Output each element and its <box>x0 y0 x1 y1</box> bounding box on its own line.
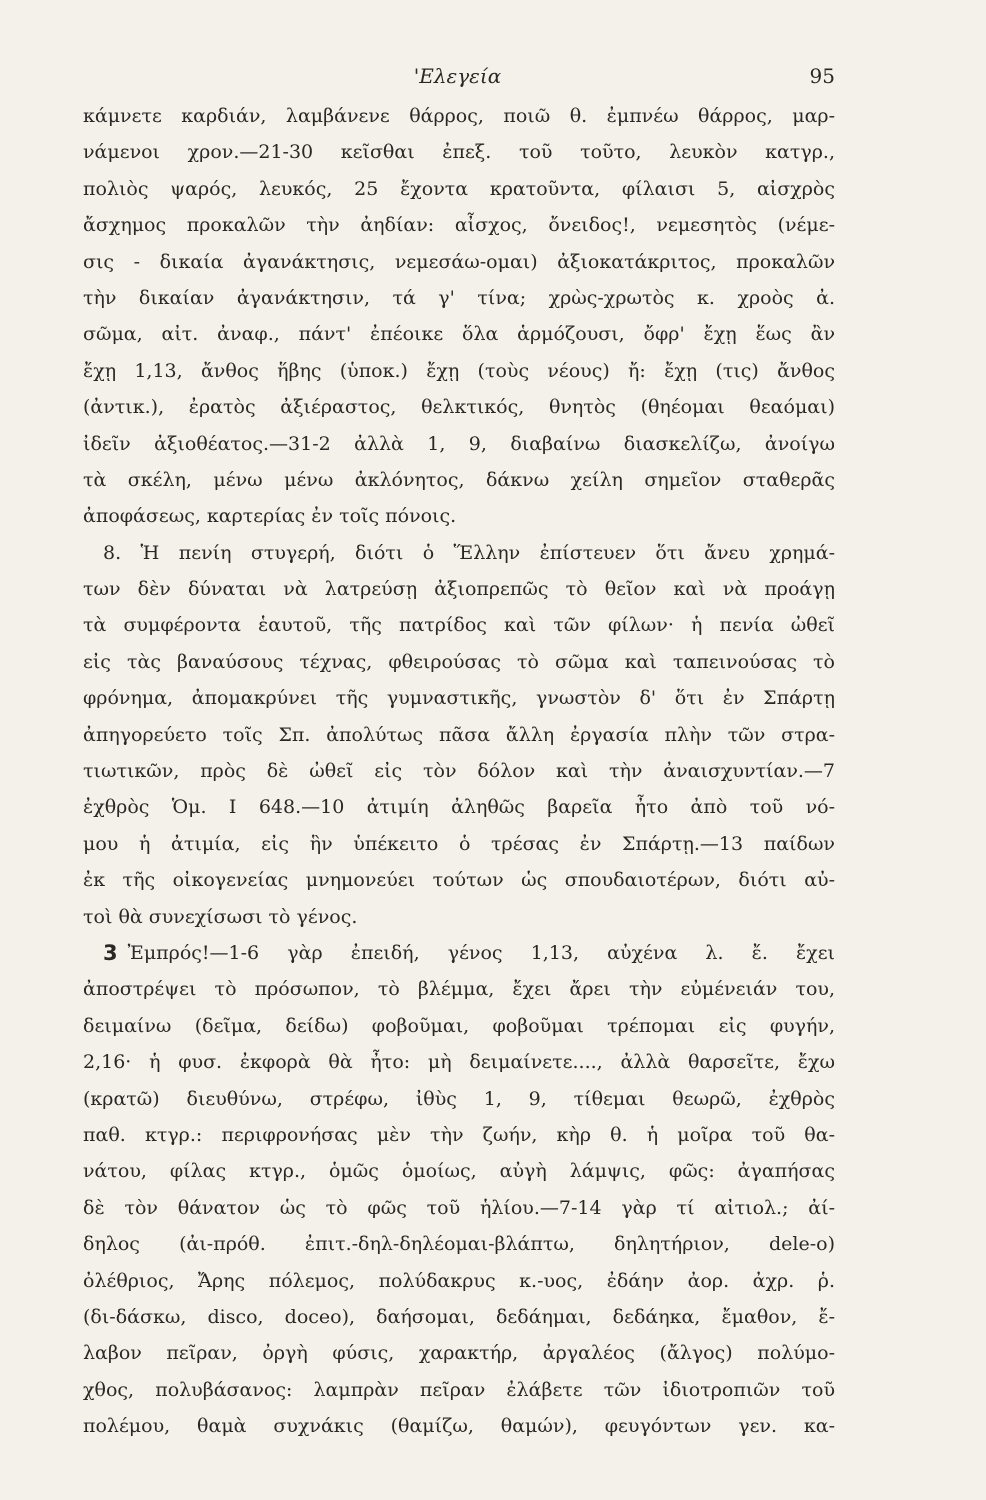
text-line: ἔχῃ 1,13, ἄνθος ἥβης (ὑποκ.) ἔχῃ (τοὺς νέους) ἤ: ἔχῃ (τις) ἄνθος <box>83 359 835 382</box>
text-line: νάμενοι χρον.—21-30 κεῖσθαι ἐπεξ. τοῦ τοῦτο, λευκὸν κατγρ., <box>83 141 835 164</box>
text-line: ἐχθρὸς Ὁμ. Ι 648.—10 ἀτιμίη ἀληθῶς βαρεῖα ἦτο ἀπὸ τοῦ νό- <box>83 796 835 819</box>
text-line: λαβον πεῖραν, ὀργὴ φύσις, χαρακτήρ, ἀργαλέος (ἄλγος) πολύμο- <box>83 1342 835 1365</box>
text-line: ἄσχημος προκαλῶν τὴν ἀηδίαν: αἶσχος, ὄνειδος!, νεμεσητὸς (νέμε- <box>83 214 835 237</box>
text-line: ἐκ τῆς οἰκογενείας μνημονεύει τούτων ὡς σπουδαιοτέρων, διότι αὐ- <box>83 869 835 892</box>
text-line: δειμαίνω (δεῖμα, δείδω) φοβοῦμαι, φοβοῦμαι τρέπομαι εἰς φυγήν, <box>83 1014 835 1037</box>
text-line: ἀποστρέψει τὸ πρόσωπον, τὸ βλέμμα, ἔχει ἄρει τὴν εὐμένειάν του, <box>83 978 835 1001</box>
text-line: ἰδεῖν ἀξιοθέατος.—31-2 ἀλλὰ 1, 9, διαβαίνω διασκελίζω, ἀνοίγω <box>83 432 835 455</box>
text-line: ἀποφάσεως, καρτερίας ἐν τοῖς πόνοις. <box>83 505 457 528</box>
text-line: μου ἡ ἀτιμία, εἰς ἣν ὑπέκειτο ὁ τρέσας ἐν Σπάρτῃ.—13 παίδων <box>83 832 835 855</box>
section-start-line <box>83 935 835 971</box>
page-number: 95 <box>809 64 835 88</box>
text-line: (δι-δάσκω, disco, doceo), δαήσομαι, δεδάημαι, δεδάηκα, ἔμαθον, ἔ- <box>83 1305 835 1328</box>
text-line: τὴν δικαίαν ἀγανάκτησιν, τά γ' τίνα; χρὼς-χρωτὸς κ. χροὸς ἀ. <box>83 286 835 309</box>
text-line: πολιὸς ψαρός, λευκός, 25 ἔχοντα κρατοῦντα, φίλαισι 5, αἰσχρὸς <box>83 177 835 200</box>
text-line: τὰ σκέλη, μένω μένω ἀκλόνητος, δάκνω χείλη σημεῖον σταθερᾶς <box>83 468 835 491</box>
text-line: Ἐμπρός!—1-6 γὰρ ἐπειδή, γένος 1,13, αὐχένα λ. ἔ. ἔχει <box>127 941 835 964</box>
text-line: φρόνημα, ἀπομακρύνει τῆς γυμναστικῆς, γνωστὸν δ' ὅτι ἐν Σπάρτῃ <box>83 687 835 710</box>
text-line: (κρατῶ) διευθύνω, στρέφω, ἰθὺς 1, 9, τίθεμαι θεωρῶ, ἐχθρὸς <box>83 1087 835 1110</box>
text-line: σῶμα, αἰτ. ἀναφ., πάντ' ἐπέοικε ὅλα ἁρμόζουσι, ὄφρ' ἔχῃ ἕως ἂν <box>83 323 835 346</box>
text-line: δὲ τὸν θάνατον ὡς τὸ φῶς τοῦ ἡλίου.—7-14 γὰρ τί αἰτιολ.; ἀί- <box>83 1196 835 1219</box>
text-line: εἰς τὰς βαναύσους τέχνας, φθειρούσας τὸ σῶμα καὶ ταπεινούσας τὸ <box>83 650 835 673</box>
text-line: ὀλέθριος, Ἄρης πόλεμος, πολύδακρυς κ.-υος, ἐδάην ἀορ. ἀχρ. ῥ. <box>83 1269 835 1292</box>
text-line: παθ. κτγρ.: περιφρονήσας μὲν τὴν ζωήν, κὴρ θ. ἡ μοῖρα τοῦ θα- <box>83 1123 835 1146</box>
text-line: ἀπηγορεύετο τοῖς Σπ. ἀπολύτως πᾶσα ἄλλη ἐργασία πλὴν τῶν στρα- <box>83 723 835 746</box>
text-line: 2,16· ἡ φυσ. ἐκφορὰ θὰ ἦτο: μὴ δειμαίνετε...., ἀλλὰ θαρσεῖτε, ἔχω <box>83 1051 835 1074</box>
text-line: τὰ συμφέροντα ἑαυτοῦ, τῆς πατρίδος καὶ τῶν φίλων· ἡ πενία ὠθεῖ <box>83 614 835 637</box>
text-line: 8. Ἡ πενίη στυγερή, διότι ὁ Ἕλλην ἐπίστευεν ὅτι ἄνευ χρημά- <box>103 541 835 564</box>
section-number: 3 <box>103 940 118 965</box>
text-line: τοὶ θὰ συνεχίσωσι τὸ γένος. <box>83 905 358 928</box>
page-header <box>80 60 835 94</box>
text-line: των δὲν δύναται νὰ λατρεύσῃ ἀξιοπρεπῶς τὸ θεῖον καὶ νὰ προάγῃ <box>83 578 835 601</box>
running-title: 'Ελεγεία <box>413 64 502 88</box>
body-text <box>83 98 835 1444</box>
text-line: τιωτικῶν, πρὸς δὲ ὠθεῖ εἰς τὸν δόλον καὶ τὴν ἀναισχυντίαν.—7 <box>83 760 835 783</box>
text-line: πολέμου, θαμὰ συχνάκις (θαμίζω, θαμών), φευγόντων γεν. κα- <box>83 1415 835 1438</box>
text-line: χθος, πολυβάσανος: λαμπρὰν πεῖραν ἐλάβετε τῶν ἰδιοτροπιῶν τοῦ <box>83 1378 835 1401</box>
text-line: σις - δικαία ἀγανάκτησις, νεμεσάω-ομαι) ἀξιοκατάκριτος, προκαλῶν <box>83 250 835 273</box>
text-line: κάμνετε καρδιάν, λαμβάνενε θάρρος, ποιῶ θ. ἐμπνέω θάρρος, μαρ- <box>83 105 835 127</box>
text-line: δηλος (ἀι-πρόθ. ἐπιτ.-δηλ-δηλέομαι-βλάπτω, δηλητήριον, dele-o) <box>83 1233 835 1256</box>
text-line: νάτου, φίλας κτγρ., ὁμῶς ὁμοίως, αὐγὴ λάμψις, φῶς: ἀγαπήσας <box>83 1160 835 1183</box>
text-line: (ἀντικ.), ἐρατὸς ἀξιέραστος, θελκτικός, θνητὸς (θηέομαι θεαόμαι) <box>83 396 835 419</box>
